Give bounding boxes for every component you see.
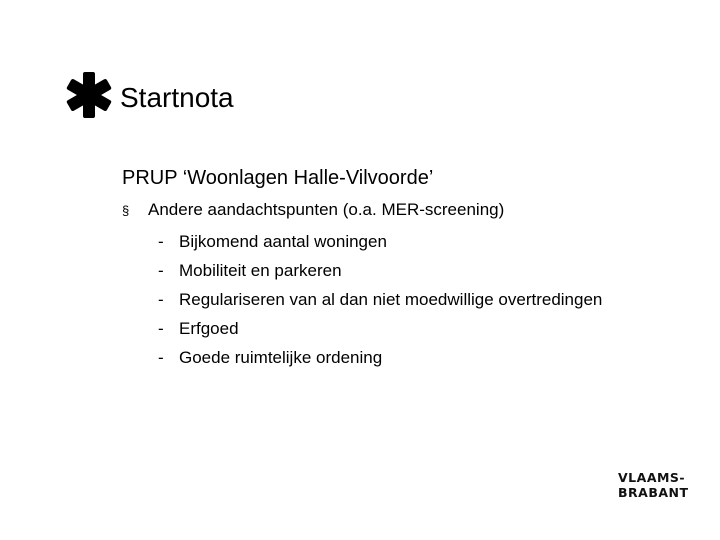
bullet-marker: § (122, 203, 130, 218)
bullet-text: Andere aandachtspunten (o.a. MER-screening) (148, 200, 505, 219)
sub-bullet-list (158, 227, 602, 372)
dash-marker: - (158, 319, 164, 338)
list-item (158, 285, 602, 314)
vlaams-brabant-logo (618, 470, 689, 500)
slide-title: Startnota (120, 82, 234, 113)
list-item (158, 314, 602, 343)
logo-line-2: BRABANT (618, 485, 689, 500)
slide-subtitle: PRUP ‘Woonlagen Halle-Vilvoorde’ (122, 167, 434, 189)
list-item-text: Goede ruimtelijke ordening (179, 348, 383, 367)
list-item (158, 256, 602, 285)
dash-marker: - (158, 290, 164, 309)
bullet-item (122, 198, 504, 223)
list-item-text: Regulariseren van al dan niet moedwillige overtredingen (179, 290, 603, 309)
dash-marker: - (158, 232, 164, 251)
list-item-text: Bijkomend aantal woningen (179, 232, 387, 251)
dash-marker: - (158, 261, 164, 280)
list-item-text: Mobiliteit en parkeren (179, 261, 342, 280)
list-item (158, 227, 602, 256)
dash-marker: - (158, 348, 164, 367)
list-item-text: Erfgoed (179, 319, 239, 338)
list-item (158, 343, 602, 372)
asterisk-icon (64, 70, 114, 120)
logo-line-1: VLAAMS- (618, 470, 686, 485)
